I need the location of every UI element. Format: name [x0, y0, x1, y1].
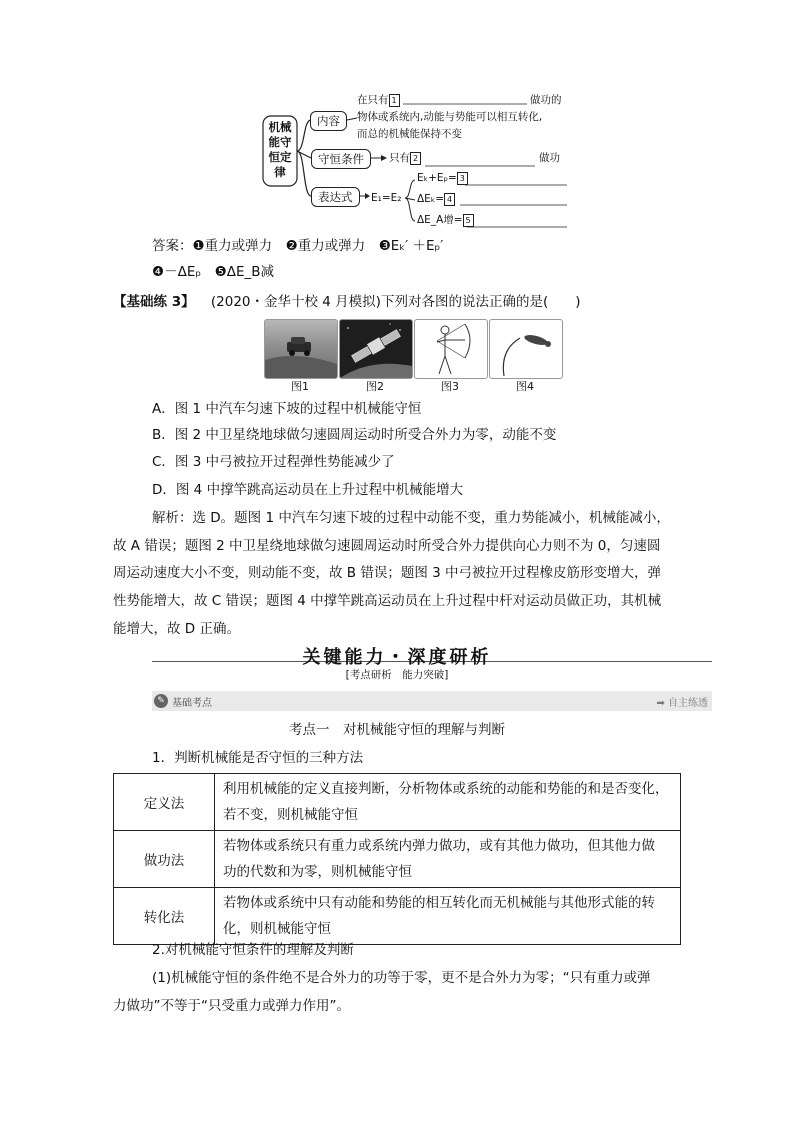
figure-2-satellite: [339, 319, 413, 379]
table-value-cell: 利用机械能的定义直接判断，分析物体或系统的动能和势能的和是否变化， 若不变，则机械能守恒: [215, 774, 681, 831]
topic-para-line-1: (1)机械能守恒的条件绝不是合外力的功等于零，更不是合外力为零；“只有重力或弹: [152, 970, 651, 986]
expr-item-2: ΔEₖ= 4: [417, 191, 455, 208]
node-expression: 表达式: [311, 187, 360, 207]
option-c: C．图 3 中弓被拉开过程弹性势能减少了: [152, 454, 395, 470]
condition-end: 做功: [539, 152, 560, 164]
expr-item-3: ΔE_A增= 5: [417, 212, 474, 229]
figure-4-pole-vault: [489, 319, 563, 379]
content-line-3: 而总的机械能保持不变: [357, 128, 462, 140]
table-key-cell: 做功法: [114, 831, 215, 888]
content-line-1-end: 做功的: [530, 94, 562, 106]
analysis-line-1: 解析：选 D。题图 1 中汽车匀速下坡的过程中动能不变，重力势能减小，机械能减小，: [152, 510, 670, 526]
table-value-cell: 若物体或系统中只有动能和势能的相互转化而无机械能与其他形式能的转 化，则机械能守恒: [215, 888, 681, 945]
analysis-line-2: 故 A 错误；题图 2 中卫星绕地球做匀速圆周运动时所受合外力提供向心力则不为 0，匀速圆: [113, 538, 661, 554]
option-b: B．图 2 中卫星绕地球做匀速圆周运动时所受合外力为零，动能不变: [152, 427, 557, 443]
analysis-line-4: 性势能增大，故 C 错误；题图 4 中撑竿跳高运动员在上升过程中杆对运动员做正功，其机械: [113, 593, 662, 609]
exercise-heading: [113, 290, 581, 314]
exercise-question: (2020・金华十校 4 月模拟)下列对各图的说法正确的是( ): [210, 294, 581, 310]
exercise-label: 【基础练 3】: [113, 294, 195, 310]
expr-main: E₁=E₂: [371, 192, 402, 204]
figure-3-caption: 图3: [441, 380, 459, 393]
blank-2: 2: [410, 152, 421, 165]
table-row: [114, 888, 681, 945]
section-bar: [152, 691, 712, 711]
archer-icon: [415, 320, 487, 378]
table-row: [114, 831, 681, 888]
table-key-cell: 转化法: [114, 888, 215, 945]
node-condition: 守恒条件: [311, 149, 371, 169]
blank-1: 1: [389, 94, 400, 107]
topic-sub-2: 2.对机械能守恒条件的理解及判断: [152, 942, 354, 958]
option-d: D．图 4 中撑竿跳高运动员在上升过程中机械能增大: [152, 482, 464, 498]
table-row: [114, 774, 681, 831]
analysis-line-5: 能增大，故 D 正确。: [113, 621, 240, 637]
expr-item-1: Eₖ+Eₚ= 3: [417, 170, 468, 187]
satellite-icon: [340, 320, 412, 378]
table-key-cell: 定义法: [114, 774, 215, 831]
analysis-line-3: 周运动速度大小不变，则动能不变，故 B 错误；题图 3 中弓被拉开过程橡皮筋形变增大，弹: [113, 565, 662, 581]
figure-3-archer: [414, 319, 488, 379]
methods-table: [113, 773, 681, 945]
bar-left-label: 基础考点: [172, 698, 212, 709]
car-icon: [265, 320, 337, 378]
option-a: A．图 1 中汽车匀速下坡的过程中机械能守恒: [152, 401, 422, 417]
section-subtitle: [考点研析 能力突破]: [345, 669, 449, 681]
bar-right-label: ➡ 自主练透: [656, 698, 708, 709]
figure-4-caption: 图4: [516, 380, 534, 393]
answer-line-1: 答案：❶重力或弹力 ❷重力或弹力 ❸Eₖ′ ＋Eₚ′: [152, 238, 444, 254]
blank-5: 5: [463, 214, 474, 227]
section-title: 关键能力・深度研析: [302, 647, 492, 668]
diagram-root: 机械能守恒定律: [268, 120, 292, 179]
answer-line-2: ❹－ΔEₚ ❺ΔE_B减: [152, 264, 275, 280]
topic-para-line-2: 力做功”不等于“只受重力或弹力作用”。: [113, 998, 350, 1014]
condition-text: 只有 2: [389, 150, 421, 167]
blank-4: 4: [444, 193, 455, 206]
blank-3: 3: [457, 172, 468, 185]
topic-sub-1: 1．判断机械能是否守恒的三种方法: [152, 750, 364, 766]
pole-vault-icon: [490, 320, 562, 378]
table-value-cell: 若物体或系统只有重力或系统内弹力做功，或有其他力做功，但其他力做 功的代数和为零，则机械能守恒: [215, 831, 681, 888]
figure-1-car: [264, 319, 338, 379]
figure-1-caption: 图1: [291, 380, 309, 393]
node-content: 内容: [310, 111, 347, 131]
figure-2-caption: 图2: [366, 380, 384, 393]
content-line-2: 物体或系统内,动能与势能可以相互转化,: [357, 111, 543, 123]
topic-title: 考点一 对机械能守恒的理解与判断: [289, 722, 505, 738]
tag-icon: ✎: [154, 694, 168, 708]
content-line-1: 在只有 1: [357, 92, 400, 109]
